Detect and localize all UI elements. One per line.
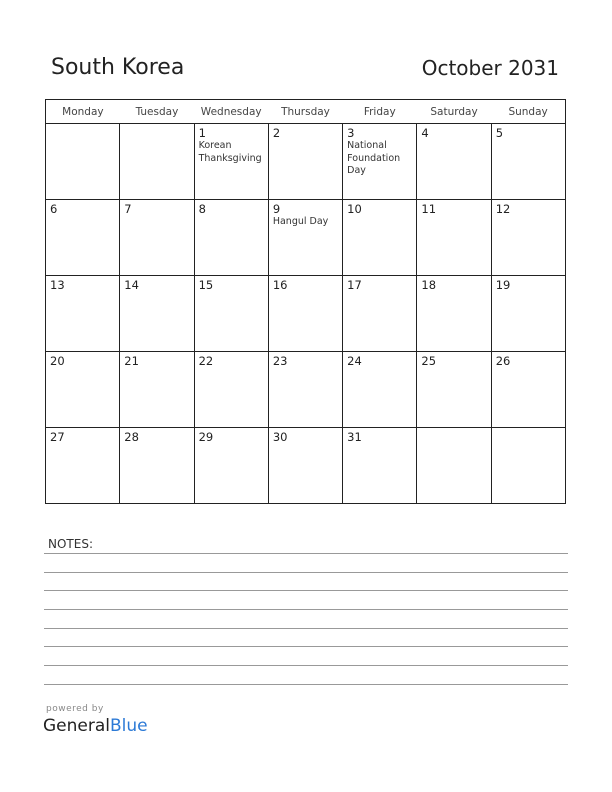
calendar-grid bbox=[45, 99, 566, 504]
day-number: 10 bbox=[347, 202, 362, 216]
weekday-header: Friday bbox=[343, 100, 417, 124]
week-row bbox=[46, 428, 566, 504]
weekday-header: Monday bbox=[46, 100, 120, 124]
day-number: 22 bbox=[198, 354, 214, 368]
day-cell[interactable] bbox=[491, 124, 565, 200]
day-cell[interactable] bbox=[343, 200, 417, 276]
day-cell[interactable] bbox=[120, 428, 194, 504]
day-number: 17 bbox=[347, 278, 362, 292]
day-cell[interactable] bbox=[343, 276, 417, 352]
day-number: 5 bbox=[495, 126, 504, 140]
day-number: 30 bbox=[272, 430, 288, 444]
day-number: 15 bbox=[198, 278, 214, 292]
day-cell[interactable] bbox=[268, 428, 342, 504]
day-cell[interactable] bbox=[268, 200, 342, 276]
note-line bbox=[44, 665, 568, 666]
week-row bbox=[46, 276, 566, 352]
day-number: 27 bbox=[50, 430, 65, 444]
powered-by-label: powered by bbox=[46, 704, 104, 714]
day-cell[interactable] bbox=[343, 428, 417, 504]
day-number: 8 bbox=[198, 202, 206, 216]
note-line bbox=[44, 572, 568, 573]
day-cell[interactable] bbox=[46, 428, 120, 504]
day-cell[interactable] bbox=[491, 428, 565, 504]
country-title: South Korea bbox=[51, 55, 185, 80]
note-line bbox=[44, 609, 568, 610]
day-number: 29 bbox=[198, 430, 214, 444]
day-number: 13 bbox=[50, 278, 65, 292]
day-cell[interactable] bbox=[417, 200, 491, 276]
note-line bbox=[44, 590, 568, 591]
day-cell[interactable] bbox=[268, 124, 342, 200]
day-cell[interactable] bbox=[491, 200, 565, 276]
note-line bbox=[44, 553, 568, 554]
day-cell[interactable] bbox=[46, 352, 120, 428]
day-cell[interactable] bbox=[120, 276, 194, 352]
day-number: 26 bbox=[495, 354, 511, 368]
brand-blue: Blue bbox=[110, 716, 148, 736]
week-row bbox=[46, 200, 566, 276]
day-cell[interactable] bbox=[46, 276, 120, 352]
day-cell[interactable] bbox=[417, 428, 491, 504]
day-cell[interactable] bbox=[194, 276, 268, 352]
holiday-label: Hangul Day bbox=[272, 216, 329, 227]
day-number: 14 bbox=[124, 278, 139, 292]
day-number: 19 bbox=[495, 278, 511, 292]
day-number: 25 bbox=[421, 354, 437, 368]
day-cell[interactable] bbox=[194, 200, 268, 276]
day-number: 20 bbox=[50, 354, 65, 368]
day-number: 24 bbox=[347, 354, 362, 368]
day-cell[interactable] bbox=[417, 276, 491, 352]
weekday-header: Saturday bbox=[417, 100, 491, 124]
note-line bbox=[44, 628, 568, 629]
day-number: 4 bbox=[421, 126, 429, 140]
day-cell[interactable] bbox=[268, 352, 342, 428]
day-cell[interactable] bbox=[194, 428, 268, 504]
day-number: 1 bbox=[198, 126, 206, 140]
day-cell[interactable] bbox=[120, 352, 194, 428]
day-number: 2 bbox=[272, 126, 281, 140]
note-line bbox=[44, 684, 568, 685]
month-title: October 2031 bbox=[421, 56, 559, 80]
day-number: 11 bbox=[421, 202, 437, 216]
day-number: 12 bbox=[495, 202, 511, 216]
day-cell[interactable] bbox=[194, 352, 268, 428]
day-cell[interactable] bbox=[268, 276, 342, 352]
day-cell[interactable] bbox=[417, 352, 491, 428]
brand-general: General bbox=[43, 716, 110, 736]
brand-logo[interactable] bbox=[43, 716, 148, 736]
holiday-label: National Foundation Day bbox=[347, 140, 401, 176]
day-cell[interactable] bbox=[46, 200, 120, 276]
day-cell[interactable] bbox=[120, 124, 194, 200]
day-number: 31 bbox=[347, 430, 362, 444]
week-row bbox=[46, 352, 566, 428]
day-number: 7 bbox=[124, 202, 132, 216]
weekday-header: Sunday bbox=[491, 100, 565, 124]
day-number: 9 bbox=[272, 202, 281, 216]
week-row bbox=[46, 124, 566, 200]
weekday-header: Tuesday bbox=[120, 100, 194, 124]
day-number: 18 bbox=[421, 278, 437, 292]
day-cell[interactable] bbox=[120, 200, 194, 276]
day-number: 3 bbox=[347, 126, 355, 140]
day-cell[interactable] bbox=[343, 352, 417, 428]
day-cell[interactable] bbox=[46, 124, 120, 200]
day-number: 6 bbox=[50, 202, 58, 216]
day-cell[interactable] bbox=[194, 124, 268, 200]
weekday-header: Wednesday bbox=[194, 100, 268, 124]
note-line bbox=[44, 646, 568, 647]
day-cell[interactable] bbox=[343, 124, 417, 200]
day-cell[interactable] bbox=[491, 352, 565, 428]
day-number: 28 bbox=[124, 430, 139, 444]
weekday-header-row bbox=[46, 100, 566, 124]
day-cell[interactable] bbox=[491, 276, 565, 352]
day-cell[interactable] bbox=[417, 124, 491, 200]
day-number: 21 bbox=[124, 354, 139, 368]
weekday-header: Thursday bbox=[268, 100, 342, 124]
notes-label: NOTES: bbox=[48, 537, 93, 551]
day-number: 16 bbox=[272, 278, 288, 292]
holiday-label: Korean Thanksgiving bbox=[198, 140, 262, 164]
day-number: 23 bbox=[272, 354, 288, 368]
